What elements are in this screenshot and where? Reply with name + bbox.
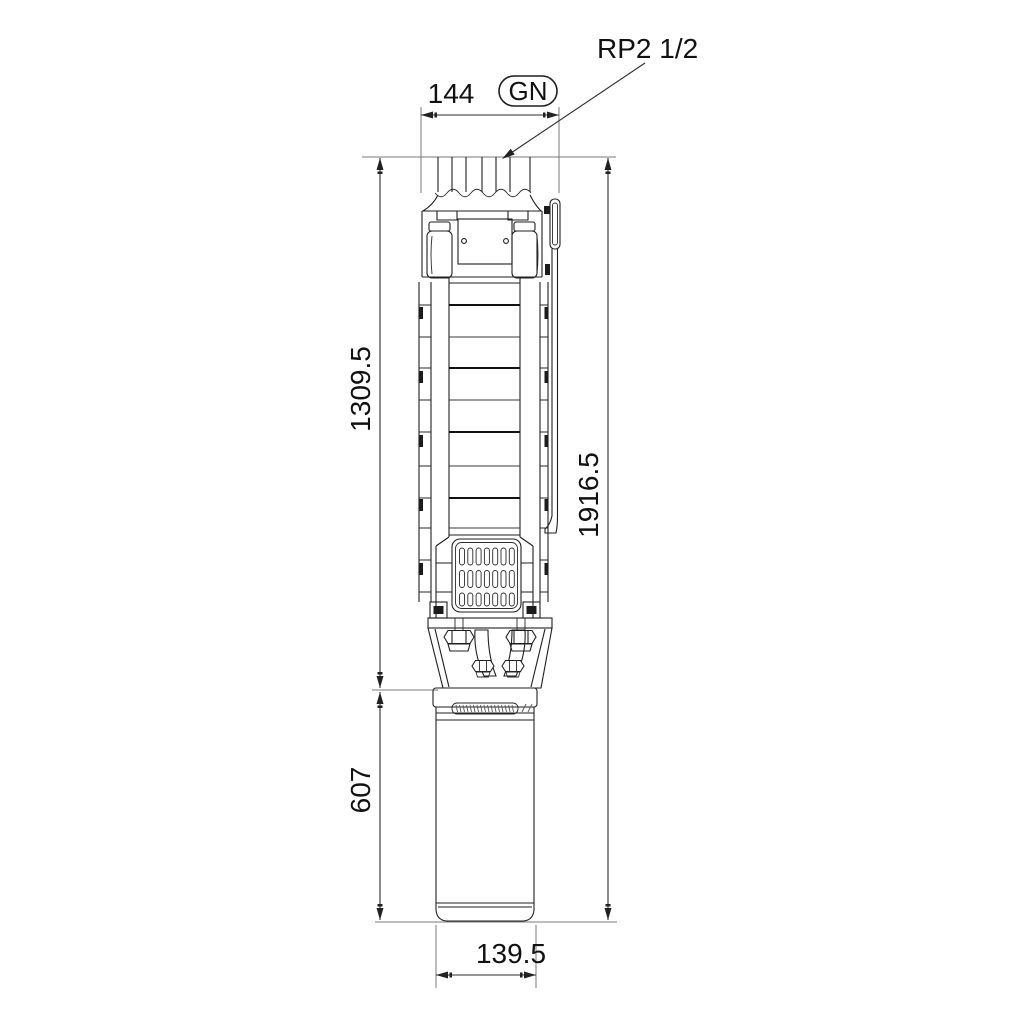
guard-hook-inner [553,203,558,245]
strainer-slots [460,548,515,606]
annotation-texts [345,33,698,969]
motor-body [436,707,534,907]
motor-flange [433,688,537,707]
nameplate-text-hatch [456,704,532,712]
coupling-body [428,628,552,688]
head-clamp-left-tab [429,222,450,231]
coupling-bolt-right [502,661,524,672]
chamber-walls [436,277,533,546]
head-bolt-mark-lower [545,264,550,275]
coupling-bolt-left [472,661,494,672]
strainer-frame-outer [452,539,521,612]
pump-head [422,206,550,278]
foot-bolt-right [527,606,537,614]
dimension-lines [380,63,645,975]
strap-edges [419,282,548,602]
guard-foot [545,516,558,533]
connection-label: RP2 1/2 [597,33,699,64]
port-shoulder [423,195,541,211]
guard-hook-outer [550,199,560,249]
motor [433,688,537,921]
dimension-arrowheads [377,112,612,979]
pump-drawing [419,157,560,921]
guard-channel [552,249,558,516]
chamber-stack [436,277,533,546]
dim-motor-length-label: 607 [345,766,376,814]
coupling-nut-left [444,631,474,652]
head-clamp-right [512,231,537,278]
strap-ticks [419,305,548,592]
stage-lines-heavy [449,305,520,498]
head-clamp-left-curve [431,236,432,274]
dim-overall-length-label: 1916.5 [573,452,604,538]
plate-screw-left [462,239,467,244]
motor-coupling [428,618,552,688]
discharge-port [423,157,541,211]
dim-motor-diameter-label: 139.5 [475,938,547,969]
foot-bolt-left [434,606,444,614]
dim-pump-length-label: 1309.5 [345,346,376,432]
head-clamp-right-tab [514,222,535,231]
head-bolt-mark-upper [544,206,550,214]
width-extension-lines [421,107,559,193]
motor-bottom-cap [436,903,534,921]
side-straps [419,282,548,602]
extension-lines [362,107,617,988]
plate-screw-right [504,239,509,244]
suction-strainer [428,539,552,628]
outlet-tag-badge [499,76,557,106]
head-outline [422,211,542,277]
clamp-band [428,618,552,628]
port-outline [438,157,530,192]
outlet-tag-label: GN [508,76,548,106]
dim-top-width-label: 144 [427,78,475,109]
port-break-line [435,189,531,197]
cable-guard [545,199,560,533]
